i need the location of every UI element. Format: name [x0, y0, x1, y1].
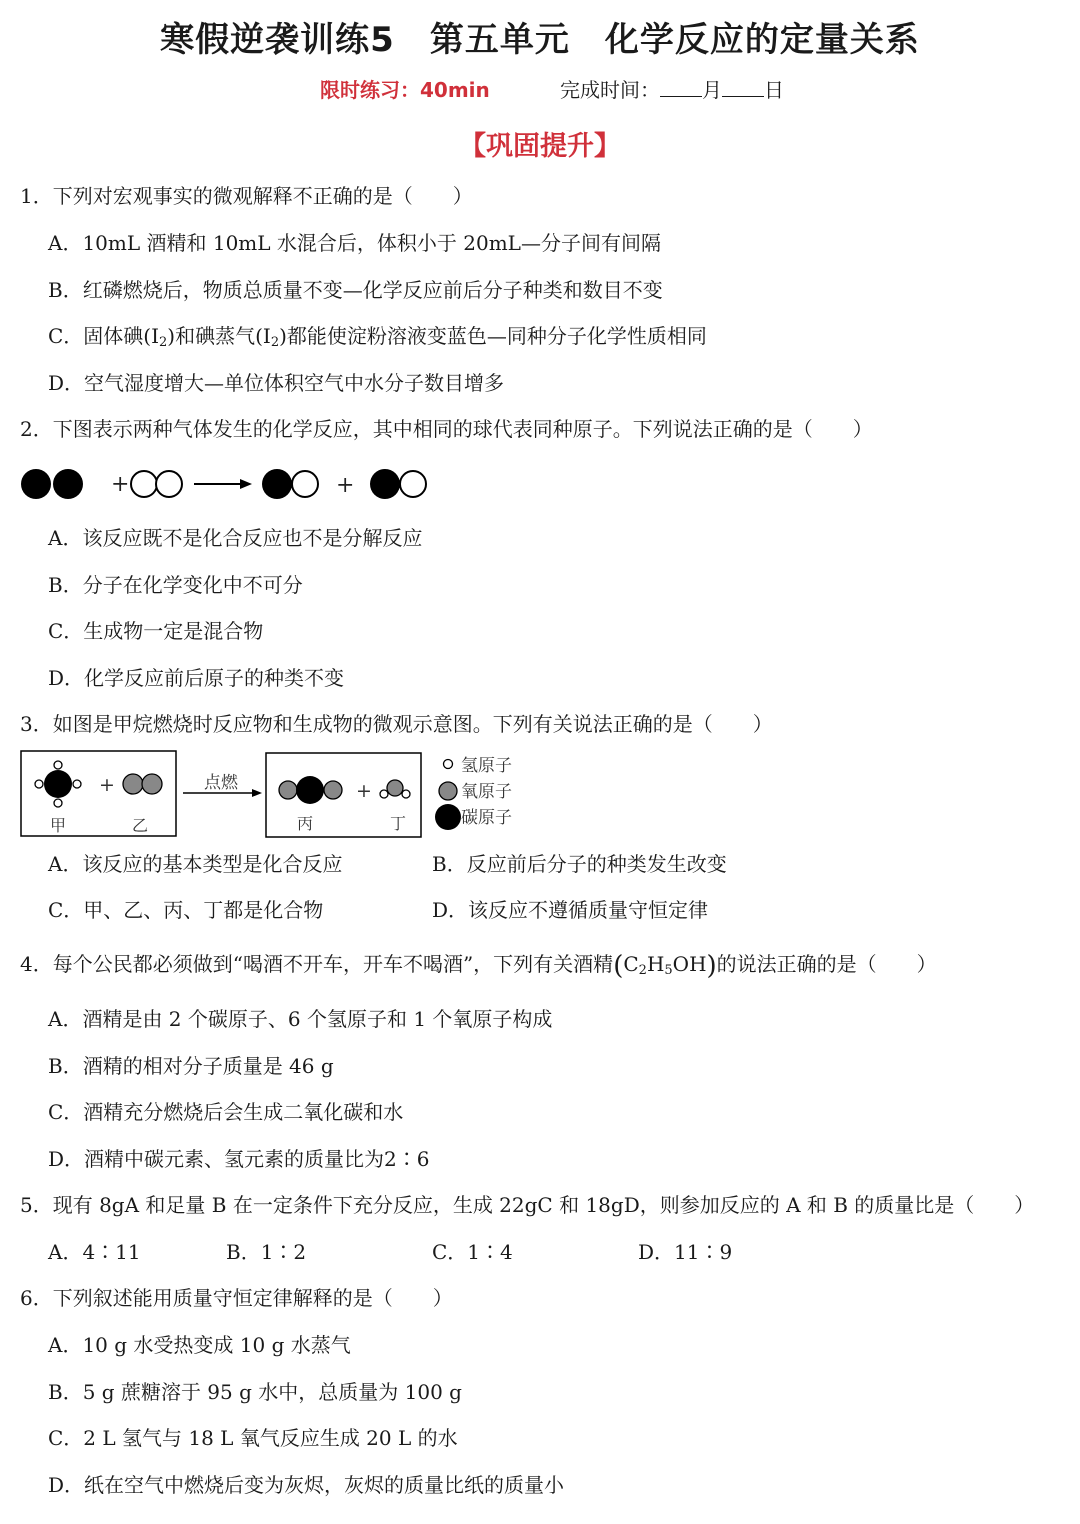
- completion-time: [560, 74, 784, 103]
- q1-c-text-2: )和碘蒸气(I: [167, 324, 271, 348]
- q1-option-a[interactable]: A．10mL 酒精和 10mL 水混合后，体积小于 20mL—分子间有间隔: [48, 231, 661, 255]
- formula-h-subscript: 5: [664, 963, 673, 978]
- hydrogen-legend-icon: [444, 760, 453, 769]
- black-atom: [262, 469, 292, 499]
- q4-option-b[interactable]: B．酒精的相对分子质量是 46 g: [48, 1054, 334, 1078]
- oxygen-molecule: [123, 774, 162, 794]
- q6-option-a[interactable]: A．10 g 水受热变成 10 g 水蒸气: [48, 1333, 351, 1357]
- water-molecule: [380, 780, 410, 798]
- q1-c-text-3: )都能使淀粉溶液变蓝色—同种分子化学性质相同: [279, 324, 707, 348]
- q5-option-a[interactable]: A．4∶11: [48, 1240, 141, 1264]
- question-3-stem: 3．如图是甲烷燃烧时反应物和生成物的微观示意图。下列有关说法正确的是（ ）: [20, 712, 773, 736]
- white-atom: [400, 471, 426, 497]
- day-blank[interactable]: [722, 78, 764, 97]
- q3-option-a[interactable]: A．该反应的基本类型是化合反应: [48, 852, 343, 876]
- reaction-arrow: [194, 479, 252, 489]
- q1-option-c[interactable]: [48, 322, 707, 357]
- month-label: 月: [702, 78, 722, 102]
- q2-option-d[interactable]: D．化学反应前后原子的种类不变: [48, 666, 345, 690]
- plus-sign: +: [336, 473, 355, 498]
- q6-option-c[interactable]: C．2 L 氢气与 18 L 氧气反应生成 20 L 的水: [48, 1426, 458, 1450]
- q3-option-b[interactable]: B．反应前后分子的种类发生改变: [432, 852, 727, 876]
- completion-time-label: 完成时间：: [560, 78, 660, 102]
- question-6-stem: 6．下列叙述能用质量守恒定律解释的是（ ）: [20, 1286, 453, 1310]
- black-atom: [21, 469, 51, 499]
- label-ding: 丁: [390, 814, 407, 833]
- day-label: 日: [764, 78, 784, 102]
- label-bing: 丙: [297, 814, 314, 833]
- methane-molecule: [35, 761, 81, 807]
- plus-sign: +: [99, 774, 115, 796]
- black-atom: [370, 469, 400, 499]
- question-5-stem: 5．现有 8gA 和足量 B 在一定条件下充分反应，生成 22gC 和 18gD，则参加反应的 A 和 B 的质量比是（ ）: [20, 1193, 1035, 1217]
- q6-option-d[interactable]: D．纸在空气中燃烧后变为灰烬，灰烬的质量比纸的质量小: [48, 1473, 565, 1497]
- q6-option-b[interactable]: B．5 g 蔗糖溶于 95 g 水中，总质量为 100 g: [48, 1380, 462, 1404]
- label-jia: 甲: [50, 816, 67, 835]
- white-atom: [156, 471, 182, 497]
- q1-option-d[interactable]: D．空气湿度增大—单位体积空气中水分子数目增多: [48, 371, 505, 395]
- q4-option-d[interactable]: D．酒精中碳元素、氢元素的质量比为2∶6: [48, 1147, 430, 1171]
- section-heading: 【巩固提升】: [459, 131, 621, 162]
- formula-c: C: [623, 952, 639, 976]
- q3-methane-diagram: [20, 750, 530, 842]
- legend: [435, 756, 512, 830]
- q2-reaction-diagram: [18, 462, 438, 506]
- legend-oxygen: 氧原子: [461, 782, 512, 802]
- formula-oh: OH: [672, 952, 707, 976]
- q1-option-b[interactable]: B．红磷燃烧后，物质总质量不变—化学反应前后分子种类和数目不变: [48, 278, 663, 302]
- q5-option-d[interactable]: D．11∶9: [638, 1240, 733, 1264]
- q2-option-b[interactable]: B．分子在化学变化中不可分: [48, 573, 303, 597]
- formula-c-subscript: 2: [638, 963, 647, 978]
- question-2-stem: 2．下图表示两种气体发生的化学反应，其中相同的球代表同种原子。下列说法正确的是（ ）: [20, 417, 873, 441]
- white-atom: [131, 471, 157, 497]
- formula-paren-open: (: [613, 951, 624, 981]
- q5-option-c[interactable]: C．1∶4: [432, 1240, 513, 1264]
- q2-option-c[interactable]: C．生成物一定是混合物: [48, 619, 264, 643]
- question-4-stem: [20, 950, 937, 985]
- carbon-legend-icon: [435, 804, 461, 830]
- q1-c-subscript-2: 2: [270, 335, 280, 350]
- q2-option-a[interactable]: A．该反应既不是化合反应也不是分解反应: [48, 526, 423, 550]
- legend-carbon: 碳原子: [461, 808, 512, 828]
- q1-c-text-1: C．固体碘(I: [48, 324, 160, 348]
- question-1-stem: 1．下列对宏观事实的微观解释不正确的是（ ）: [20, 184, 473, 208]
- q5-option-b[interactable]: B．1∶2: [226, 1240, 307, 1264]
- legend-hydrogen: 氢原子: [461, 756, 512, 776]
- oxygen-legend-icon: [439, 782, 457, 800]
- condition-label: 点燃: [204, 773, 238, 793]
- q4-stem-text-2: 的说法正确的是（ ）: [716, 952, 937, 976]
- time-limit-label: 限时练习：40min: [320, 78, 490, 102]
- formula-h: H: [646, 952, 665, 976]
- black-atom: [53, 469, 83, 499]
- q4-option-c[interactable]: C．酒精充分燃烧后会生成二氧化碳和水: [48, 1100, 404, 1124]
- plus-sign: +: [111, 472, 130, 497]
- q3-option-d[interactable]: D．该反应不遵循质量守恒定律: [432, 898, 709, 922]
- page-title: 寒假逆袭训练5 第五单元 化学反应的定量关系: [160, 20, 920, 60]
- white-atom: [292, 471, 318, 497]
- q1-c-subscript-1: 2: [159, 335, 168, 350]
- carbon-dioxide-molecule: [279, 776, 342, 804]
- label-yi: 乙: [132, 816, 149, 835]
- plus-sign: +: [356, 780, 372, 802]
- time-row: [0, 74, 1080, 104]
- q4-option-a[interactable]: A．酒精是由 2 个碳原子、6 个氢原子和 1 个氧原子构成: [48, 1007, 553, 1031]
- q3-option-c[interactable]: C．甲、乙、丙、丁都是化合物: [48, 898, 324, 922]
- month-blank[interactable]: [660, 78, 702, 97]
- q4-stem-text-1: 4．每个公民都必须做到“喝酒不开车，开车不喝酒”，下列有关酒精: [20, 952, 614, 976]
- formula-paren-close: ): [706, 951, 717, 981]
